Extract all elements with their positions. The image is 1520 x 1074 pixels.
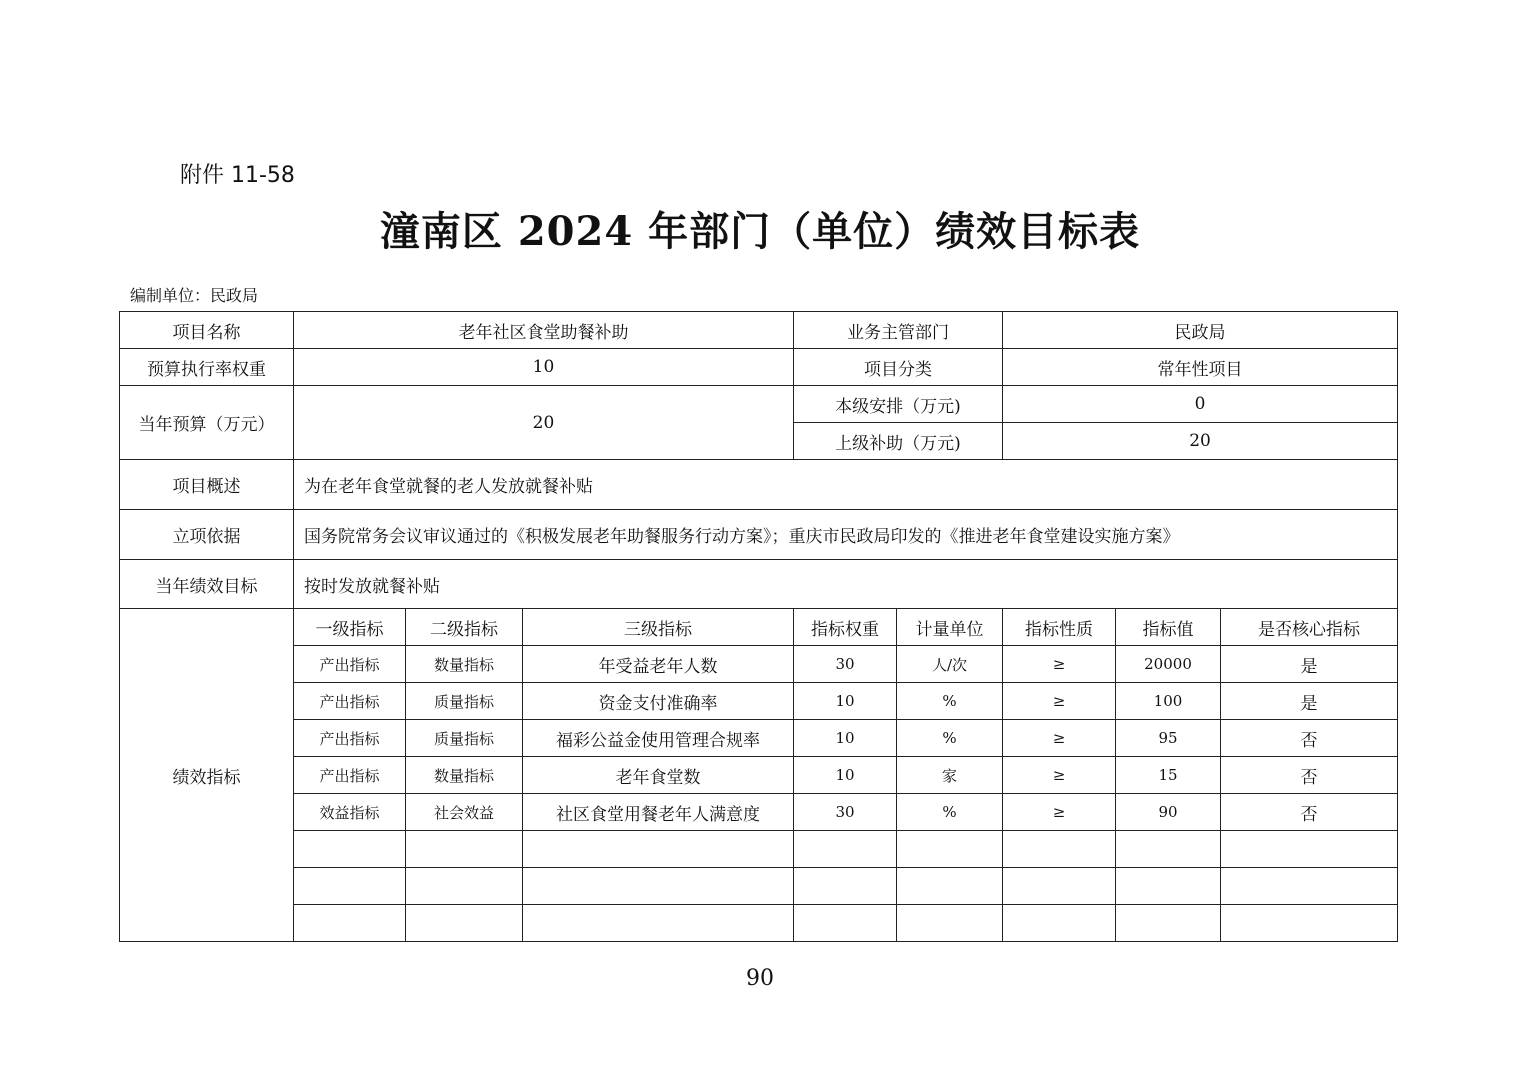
empty-cell xyxy=(1221,905,1398,942)
indicator-weight: 30 xyxy=(794,794,897,831)
indicator-level2: 数量指标 xyxy=(406,646,523,683)
compiling-unit: 编制单位：民政局 xyxy=(130,286,259,305)
indicator-row xyxy=(120,683,1398,720)
local-funding-label: 本级安排（万元) xyxy=(794,386,1003,423)
indicator-unit: % xyxy=(897,794,1003,831)
page-title: 潼南区 2024 年部门（单位）绩效目标表 xyxy=(379,208,1141,255)
empty-indicator-row xyxy=(120,905,1398,942)
upper-funding-value: 20 xyxy=(1003,423,1398,460)
indicator-weight: 10 xyxy=(794,683,897,720)
indicator-level2: 社会效益 xyxy=(406,794,523,831)
indicator-weight: 30 xyxy=(794,646,897,683)
empty-cell xyxy=(523,831,794,868)
indicators-section-label: 绩效指标 xyxy=(120,609,294,942)
indicator-core: 否 xyxy=(1221,794,1398,831)
basis-value: 国务院常务会议审议通过的《积极发展老年助餐服务行动方案》；重庆市民政局印发的《推进老年食堂建设实施方案》 xyxy=(294,510,1398,560)
indicator-unit: 人/次 xyxy=(897,646,1003,683)
annual-budget-label: 当年预算（万元） xyxy=(120,386,294,460)
empty-cell xyxy=(1003,868,1116,905)
indicator-nature: ≥ xyxy=(1003,794,1116,831)
indicator-level2: 质量指标 xyxy=(406,683,523,720)
budget-weight-value: 10 xyxy=(294,349,794,386)
indicator-level1: 产出指标 xyxy=(294,646,406,683)
header-value: 指标值 xyxy=(1116,609,1221,646)
empty-cell xyxy=(406,831,523,868)
annual-budget-value: 20 xyxy=(294,386,794,460)
indicator-core: 是 xyxy=(1221,646,1398,683)
row-annual-budget xyxy=(120,386,1398,423)
indicator-nature: ≥ xyxy=(1003,646,1116,683)
indicator-weight: 10 xyxy=(794,757,897,794)
indicator-unit: 家 xyxy=(897,757,1003,794)
indicator-weight: 10 xyxy=(794,720,897,757)
header-level2: 二级指标 xyxy=(406,609,523,646)
goal-value: 按时发放就餐补贴 xyxy=(294,560,1398,609)
empty-cell xyxy=(1003,831,1116,868)
indicator-row xyxy=(120,794,1398,831)
indicator-unit: % xyxy=(897,720,1003,757)
overview-value: 为在老年食堂就餐的老人发放就餐补贴 xyxy=(294,460,1398,510)
indicator-level1: 效益指标 xyxy=(294,794,406,831)
project-name-label: 项目名称 xyxy=(120,312,294,349)
indicator-core: 是 xyxy=(1221,683,1398,720)
empty-cell xyxy=(294,905,406,942)
indicator-core: 否 xyxy=(1221,720,1398,757)
empty-cell xyxy=(1116,868,1221,905)
header-level3: 三级指标 xyxy=(523,609,794,646)
indicator-level3: 年受益老年人数 xyxy=(523,646,794,683)
indicator-unit: % xyxy=(897,683,1003,720)
indicator-level1: 产出指标 xyxy=(294,757,406,794)
indicator-level3: 社区食堂用餐老年人满意度 xyxy=(523,794,794,831)
indicator-level3: 资金支付准确率 xyxy=(523,683,794,720)
performance-target-table xyxy=(119,311,1398,942)
empty-cell xyxy=(897,868,1003,905)
row-project-name xyxy=(120,312,1398,349)
empty-cell xyxy=(897,905,1003,942)
row-budget-weight xyxy=(120,349,1398,386)
annex-label: 附件 11-58 xyxy=(180,163,295,188)
project-name-value: 老年社区食堂助餐补助 xyxy=(294,312,794,349)
empty-cell xyxy=(1221,868,1398,905)
empty-cell xyxy=(294,868,406,905)
indicator-level1: 产出指标 xyxy=(294,720,406,757)
empty-cell xyxy=(294,831,406,868)
empty-cell xyxy=(1221,831,1398,868)
indicator-core: 否 xyxy=(1221,757,1398,794)
indicator-level2: 质量指标 xyxy=(406,720,523,757)
indicator-nature: ≥ xyxy=(1003,720,1116,757)
empty-cell xyxy=(406,868,523,905)
local-funding-value: 0 xyxy=(1003,386,1398,423)
category-label: 项目分类 xyxy=(794,349,1003,386)
indicator-value: 90 xyxy=(1116,794,1221,831)
empty-cell xyxy=(897,831,1003,868)
indicator-level2: 数量指标 xyxy=(406,757,523,794)
indicator-level3: 福彩公益金使用管理合规率 xyxy=(523,720,794,757)
header-weight: 指标权重 xyxy=(794,609,897,646)
indicator-row xyxy=(120,720,1398,757)
dept-label: 业务主管部门 xyxy=(794,312,1003,349)
empty-cell xyxy=(794,868,897,905)
upper-funding-label: 上级补助（万元) xyxy=(794,423,1003,460)
indicator-row xyxy=(120,757,1398,794)
empty-cell xyxy=(406,905,523,942)
basis-label: 立项依据 xyxy=(120,510,294,560)
goal-label: 当年绩效目标 xyxy=(120,560,294,609)
empty-cell xyxy=(1116,831,1221,868)
indicator-value: 20000 xyxy=(1116,646,1221,683)
header-nature: 指标性质 xyxy=(1003,609,1116,646)
indicator-nature: ≥ xyxy=(1003,683,1116,720)
page-number: 90 xyxy=(746,966,774,991)
dept-value: 民政局 xyxy=(1003,312,1398,349)
category-value: 常年性项目 xyxy=(1003,349,1398,386)
empty-cell xyxy=(794,905,897,942)
overview-label: 项目概述 xyxy=(120,460,294,510)
empty-cell xyxy=(523,905,794,942)
indicator-value: 100 xyxy=(1116,683,1221,720)
empty-cell xyxy=(523,868,794,905)
empty-cell xyxy=(1003,905,1116,942)
budget-weight-label: 预算执行率权重 xyxy=(120,349,294,386)
indicator-header-row xyxy=(120,609,1398,646)
indicator-nature: ≥ xyxy=(1003,757,1116,794)
row-goal xyxy=(120,560,1398,609)
empty-indicator-row xyxy=(120,831,1398,868)
empty-cell xyxy=(794,831,897,868)
indicator-value: 15 xyxy=(1116,757,1221,794)
empty-cell xyxy=(1116,905,1221,942)
indicator-level3: 老年食堂数 xyxy=(523,757,794,794)
indicator-value: 95 xyxy=(1116,720,1221,757)
row-basis xyxy=(120,510,1398,560)
empty-indicator-row xyxy=(120,868,1398,905)
header-unit: 计量单位 xyxy=(897,609,1003,646)
indicator-level1: 产出指标 xyxy=(294,683,406,720)
header-level1: 一级指标 xyxy=(294,609,406,646)
indicator-row xyxy=(120,646,1398,683)
header-core: 是否核心指标 xyxy=(1221,609,1398,646)
row-overview xyxy=(120,460,1398,510)
